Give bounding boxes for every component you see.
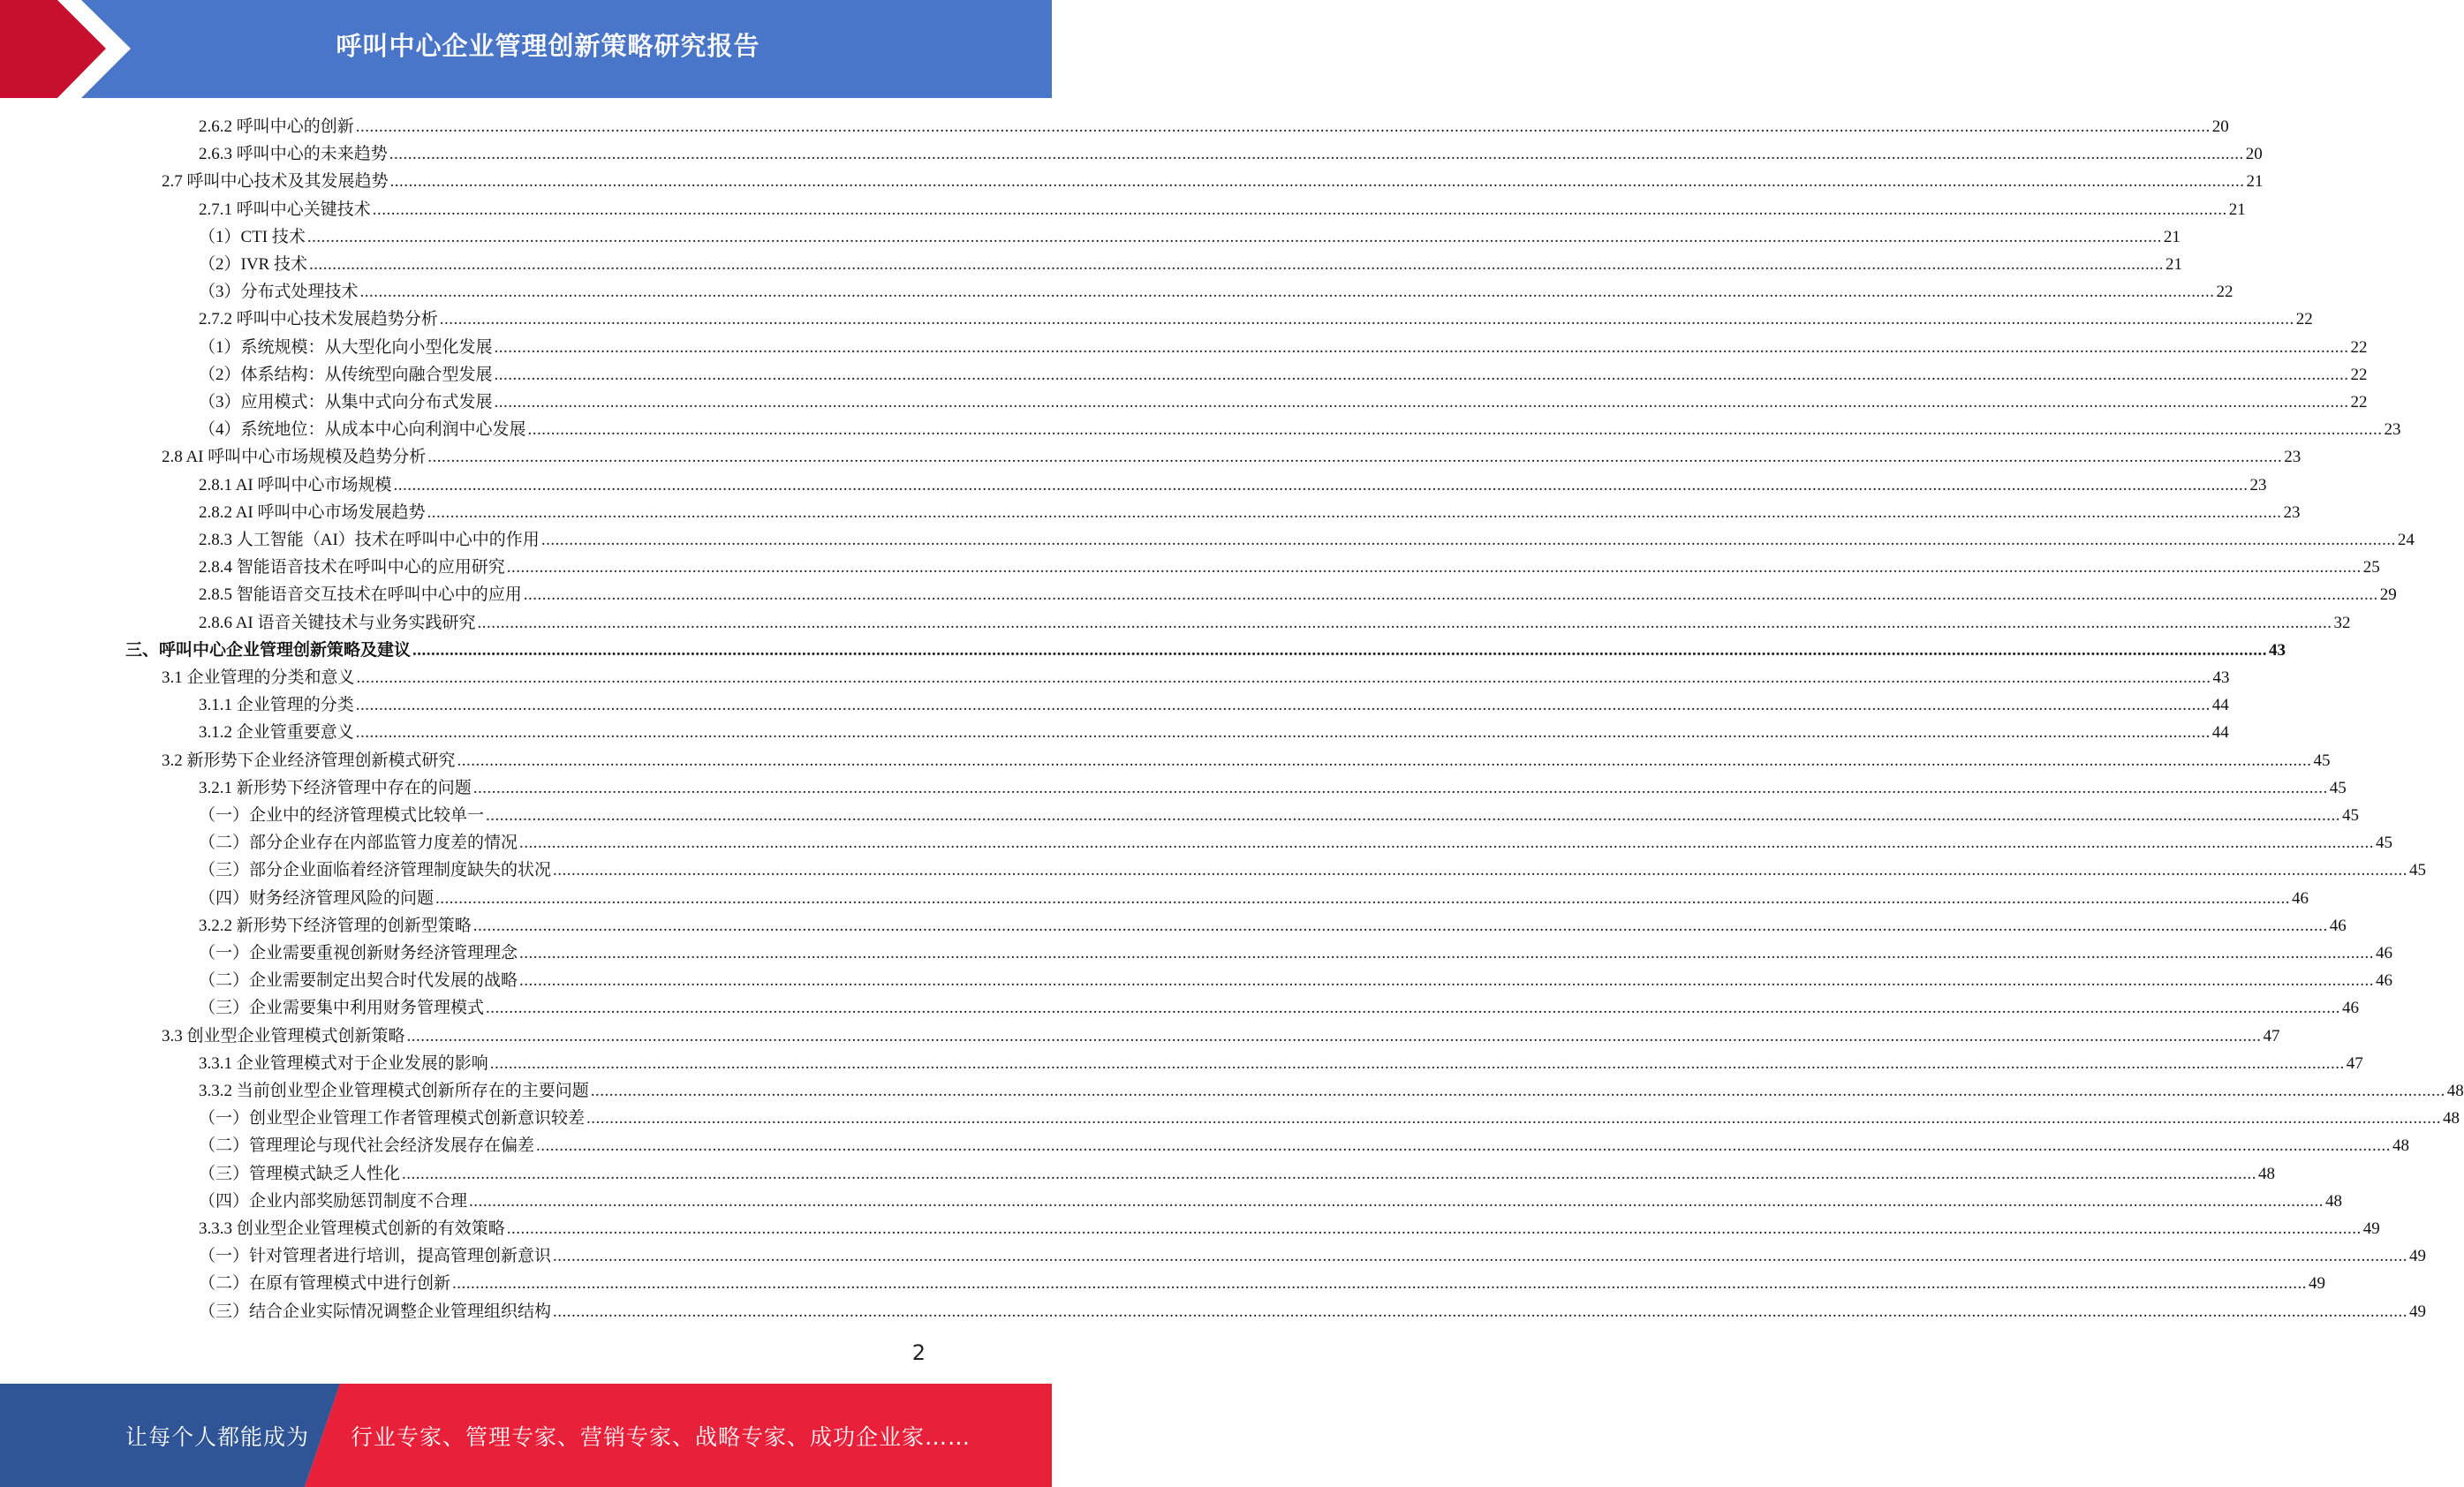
toc-entry-title: （3）应用模式：从集中式向分布式发展: [199, 393, 493, 411]
toc-entry-page: 25: [2362, 558, 2380, 577]
page-footer: [0, 1384, 1052, 1487]
toc-entry-page: 22: [2350, 365, 2368, 384]
toc-entry-page: 48: [2392, 1136, 2410, 1156]
toc-entry[interactable]: [199, 1298, 2427, 1325]
toc-entry-title: 3.1 企业管理的分类和意义: [162, 668, 355, 687]
toc-leader-dots: ................................................................................................................................................................................................................................................................................................................................................................................................................: [427, 502, 2282, 522]
toc-entry-title: （二）管理理论与现代社会经济发展存在偏差: [199, 1136, 535, 1156]
toc-entry-title: （二）企业需要制定出契合时代发展的战略: [199, 971, 518, 991]
toc-entry-page: 45: [2409, 861, 2427, 880]
toc-entry-title: 2.7.1 呼叫中心关键技术: [199, 200, 371, 219]
toc-entry-title: （二）部分企业存在内部监管力度差的情况: [199, 834, 518, 853]
toc-leader-dots: ................................................................................................................................................................................................................................................................................................................................................................................................................: [306, 227, 2162, 246]
toc-entry-title: 3.2.1 新形势下经济管理中存在的问题: [199, 778, 472, 797]
toc-entry-page: 47: [2346, 1053, 2363, 1073]
toc-entry-title: 2.8.1 AI 呼叫中心市场规模: [199, 475, 392, 494]
toc-entry-title: 3.3.3 创业型企业管理模式创新的有效策略: [199, 1219, 505, 1238]
toc-entry-page: 49: [2309, 1274, 2326, 1294]
toc-leader-dots: ................................................................................................................................................................................................................................................................................................................................................................................................................: [519, 971, 2375, 991]
toc-leader-dots: ................................................................................................................................................................................................................................................................................................................................................................................................................: [506, 1219, 2362, 1238]
toc-entry-title: 2.8.2 AI 呼叫中心市场发展趋势: [199, 502, 426, 522]
toc-entry-page: 46: [2342, 999, 2360, 1018]
toc-leader-dots: ................................................................................................................................................................................................................................................................................................................................................................................................................: [486, 999, 2341, 1018]
toc-entry-page: 48: [2325, 1191, 2343, 1211]
toc-entry-title: 2.8.3 人工智能（AI）技术在呼叫中心中的作用: [199, 531, 540, 549]
toc-leader-dots: ................................................................................................................................................................................................................................................................................................................................................................................................................: [356, 668, 2211, 687]
toc-entry-title: 3.2.2 新形势下经济管理的创新型策略: [199, 916, 472, 935]
toc-entry-page: 46: [2376, 971, 2393, 991]
toc-entry[interactable]: [199, 857, 2427, 884]
toc-leader-dots: ................................................................................................................................................................................................................................................................................................................................................................................................................: [527, 420, 2383, 440]
toc-leader-dots: ................................................................................................................................................................................................................................................................................................................................................................................................................: [523, 585, 2378, 605]
toc-entry-title: （3）分布式处理技术: [199, 283, 359, 302]
toc-entry-page: 23: [2384, 420, 2401, 440]
toc-leader-dots: ................................................................................................................................................................................................................................................................................................................................................................................................................: [519, 944, 2375, 962]
toc-leader-dots: ................................................................................................................................................................................................................................................................................................................................................................................................................: [477, 613, 2332, 632]
toc-leader-dots: ................................................................................................................................................................................................................................................................................................................................................................................................................: [389, 145, 2244, 164]
toc-entry[interactable]: [199, 967, 2393, 994]
toc-entry-title: 3.3.1 企业管理模式对于企业发展的影响: [199, 1053, 488, 1073]
toc-leader-dots: ................................................................................................................................................................................................................................................................................................................................................................................................................: [412, 640, 2268, 660]
toc-leader-dots: ................................................................................................................................................................................................................................................................................................................................................................................................................: [355, 723, 2211, 743]
toc-entry[interactable]: [199, 1160, 2276, 1188]
toc-entry-title: 2.7 呼叫中心技术及其发展趋势: [162, 172, 389, 192]
toc-entry[interactable]: [199, 719, 2229, 746]
toc-entry-page: 49: [2409, 1247, 2427, 1266]
toc-entry[interactable]: [199, 1270, 2326, 1297]
toc-entry-title: 2.8.5 智能语音交互技术在呼叫中心中的应用: [199, 585, 522, 605]
toc-leader-dots: ................................................................................................................................................................................................................................................................................................................................................................................................................: [494, 393, 2349, 411]
toc-entry[interactable]: [199, 278, 2233, 306]
toc-entry[interactable]: [199, 334, 2368, 361]
footer-slogan-left: 让每个人都能成为: [125, 1423, 310, 1450]
toc-leader-dots: ................................................................................................................................................................................................................................................................................................................................................................................................................: [439, 310, 2294, 329]
toc-entry-title: 2.8 AI 呼叫中心市场规模及趋势分析: [162, 448, 427, 467]
toc-leader-dots: ................................................................................................................................................................................................................................................................................................................................................................................................................: [355, 117, 2211, 136]
toc-entry-title: （一）创业型企业管理工作者管理模式创新意识较差: [199, 1109, 586, 1128]
toc-entry-title: 三、呼叫中心企业管理创新策略及建议: [125, 640, 412, 660]
toc-leader-dots: ................................................................................................................................................................................................................................................................................................................................................................................................................: [457, 751, 2312, 770]
toc-leader-dots: ................................................................................................................................................................................................................................................................................................................................................................................................................: [372, 200, 2227, 219]
toc-entry-page: 22: [2216, 283, 2233, 302]
toc-entry[interactable]: [199, 802, 2360, 829]
toc-leader-dots: ................................................................................................................................................................................................................................................................................................................................................................................................................: [506, 558, 2362, 577]
toc-entry-title: （三）管理模式缺乏人性化: [199, 1164, 401, 1183]
toc-leader-dots: ................................................................................................................................................................................................................................................................................................................................................................................................................: [494, 365, 2349, 384]
toc-leader-dots: ................................................................................................................................................................................................................................................................................................................................................................................................................: [389, 172, 2245, 192]
toc-entry-page: 45: [2329, 778, 2347, 797]
toc-entry[interactable]: [199, 113, 2229, 140]
toc-leader-dots: ................................................................................................................................................................................................................................................................................................................................................................................................................: [393, 475, 2249, 494]
toc-entry-title: 2.6.3 呼叫中心的未来趋势: [199, 145, 388, 164]
toc-entry[interactable]: [162, 168, 2264, 195]
toc-entry[interactable]: [199, 1105, 2460, 1132]
document-title: 呼叫中心企业管理创新策略研究报告: [336, 30, 760, 61]
toc-entry-page: 45: [2376, 834, 2393, 853]
toc-entry-page: 45: [2313, 751, 2331, 770]
toc-entry[interactable]: [199, 912, 2347, 940]
toc-entry-title: 3.1.2 企业管重要意义: [199, 723, 354, 743]
toc-leader-dots: ................................................................................................................................................................................................................................................................................................................................................................................................................: [308, 255, 2164, 274]
toc-entry-title: （三）部分企业面临着经济管理制度缺失的状况: [199, 861, 552, 880]
toc-entry-title: （一）企业中的经济管理模式比较单一: [199, 806, 485, 825]
toc-entry-page: 23: [2284, 448, 2301, 467]
toc-entry-page: 48: [2446, 1082, 2464, 1100]
toc-entry-title: （2）IVR 技术: [199, 255, 307, 274]
toc-entry-title: 3.3.2 当前创业型企业管理模式创新所存在的主要问题: [199, 1082, 589, 1100]
toc-entry-page: 44: [2211, 723, 2229, 743]
toc-entry[interactable]: [199, 251, 2182, 278]
toc-entry-page: 21: [2246, 172, 2264, 192]
toc-entry-title: 2.8.4 智能语音技术在呼叫中心的应用研究: [199, 558, 505, 577]
toc-entry-page: 46: [2292, 888, 2309, 908]
toc-leader-dots: ................................................................................................................................................................................................................................................................................................................................................................................................................: [359, 283, 2215, 302]
toc-entry[interactable]: [199, 223, 2181, 251]
toc-entry[interactable]: [199, 609, 2351, 637]
toc-entry-title: （1）系统规模：从大型化向小型化发展: [199, 337, 493, 357]
toc-leader-dots: ................................................................................................................................................................................................................................................................................................................................................................................................................: [586, 1109, 2442, 1128]
page-number: 2: [911, 1340, 926, 1365]
toc-leader-dots: ................................................................................................................................................................................................................................................................................................................................................................................................................: [553, 1247, 2408, 1266]
toc-entry[interactable]: [199, 140, 2263, 168]
toc-entry-title: （二）在原有管理模式中进行创新: [199, 1274, 451, 1294]
toc-entry[interactable]: [199, 1188, 2343, 1215]
toc-entry-title: 2.6.2 呼叫中心的创新: [199, 117, 354, 136]
toc-entry-title: （四）企业内部奖励惩罚制度不合理: [199, 1191, 468, 1211]
toc-entry[interactable]: [199, 1215, 2380, 1242]
toc-entry-page: 21: [2228, 200, 2246, 219]
toc-entry-page: 32: [2333, 613, 2351, 632]
toc-entry-page: 21: [2165, 255, 2182, 274]
toc-entry-page: 47: [2263, 1026, 2280, 1045]
toc-entry[interactable]: [199, 885, 2309, 912]
toc-entry[interactable]: [199, 416, 2401, 443]
toc-entry-page: 43: [2269, 640, 2286, 660]
toc-entry-title: （三）企业需要集中利用财务管理模式: [199, 999, 485, 1018]
toc-entry[interactable]: [199, 1077, 2464, 1105]
toc-entry-title: （4）系统地位：从成本中心向利润中心发展: [199, 420, 526, 440]
toc-entry-title: 3.2 新形势下企业经济管理创新模式研究: [162, 751, 456, 770]
toc-leader-dots: ................................................................................................................................................................................................................................................................................................................................................................................................................: [472, 778, 2328, 797]
toc-entry-title: （1）CTI 技术: [199, 227, 306, 246]
toc-entry-page: 23: [2249, 475, 2267, 494]
toc-entry[interactable]: [199, 389, 2368, 416]
toc-entry-page: 48: [2443, 1109, 2460, 1128]
toc-entry-title: （2）体系结构：从传统型向融合型发展: [199, 365, 493, 384]
toc-entry[interactable]: [199, 499, 2301, 526]
toc-entry-page: 22: [2350, 393, 2368, 411]
toc-leader-dots: ................................................................................................................................................................................................................................................................................................................................................................................................................: [540, 531, 2396, 549]
toc-entry-page: 45: [2342, 806, 2360, 825]
toc-leader-dots: ................................................................................................................................................................................................................................................................................................................................................................................................................: [519, 834, 2375, 853]
toc-entry-page: 49: [2362, 1219, 2380, 1238]
toc-entry[interactable]: [199, 1050, 2363, 1077]
toc-entry[interactable]: [199, 691, 2229, 719]
toc-entry[interactable]: [199, 526, 2415, 554]
toc-entry[interactable]: [125, 637, 2286, 664]
toc-entry[interactable]: [199, 774, 2347, 802]
toc-leader-dots: ................................................................................................................................................................................................................................................................................................................................................................................................................: [427, 448, 2283, 467]
toc-entry-page: 20: [2245, 145, 2263, 164]
toc-entry[interactable]: [199, 196, 2246, 223]
toc-leader-dots: ................................................................................................................................................................................................................................................................................................................................................................................................................: [469, 1191, 2324, 1211]
toc-entry-page: 22: [2295, 310, 2313, 329]
toc-entry-title: （一）企业需要重视创新财务经济管理理念: [199, 944, 518, 962]
toc-leader-dots: ................................................................................................................................................................................................................................................................................................................................................................................................................: [553, 1302, 2408, 1321]
toc-entry-page: 46: [2376, 944, 2393, 962]
toc-leader-dots: ................................................................................................................................................................................................................................................................................................................................................................................................................: [553, 861, 2408, 880]
toc-entry-title: （四）财务经济管理风险的问题: [199, 888, 435, 908]
toc-entry-page: 44: [2211, 696, 2229, 715]
toc-leader-dots: ................................................................................................................................................................................................................................................................................................................................................................................................................: [590, 1082, 2445, 1100]
toc-entry[interactable]: [199, 306, 2313, 333]
toc-leader-dots: ................................................................................................................................................................................................................................................................................................................................................................................................................: [472, 916, 2328, 935]
toc-entry[interactable]: [199, 472, 2267, 499]
toc-leader-dots: ................................................................................................................................................................................................................................................................................................................................................................................................................: [402, 1164, 2257, 1183]
toc-entry-page: 49: [2409, 1302, 2427, 1321]
toc-entry[interactable]: [199, 829, 2393, 857]
toc-entry[interactable]: [199, 1132, 2410, 1159]
toc-leader-dots: ................................................................................................................................................................................................................................................................................................................................................................................................................: [486, 806, 2341, 825]
toc-entry[interactable]: [199, 554, 2380, 581]
toc-entry[interactable]: [162, 664, 2230, 691]
toc-entry-page: 48: [2258, 1164, 2276, 1183]
toc-leader-dots: ................................................................................................................................................................................................................................................................................................................................................................................................................: [489, 1053, 2345, 1073]
page-header: [0, 0, 1052, 98]
toc-leader-dots: ................................................................................................................................................................................................................................................................................................................................................................................................................: [355, 696, 2211, 715]
toc-entry[interactable]: [162, 443, 2301, 471]
toc-entry-page: 43: [2212, 668, 2230, 687]
toc-entry-page: 23: [2283, 502, 2301, 522]
toc-entry[interactable]: [199, 994, 2360, 1022]
toc-leader-dots: ................................................................................................................................................................................................................................................................................................................................................................................................................: [536, 1136, 2392, 1156]
toc-entry-title: （一）针对管理者进行培训，提高管理创新意识: [199, 1247, 552, 1266]
toc-entry[interactable]: [162, 747, 2331, 774]
toc-leader-dots: ................................................................................................................................................................................................................................................................................................................................................................................................................: [494, 337, 2349, 357]
toc-entry-title: （三）结合企业实际情况调整企业管理组织结构: [199, 1302, 552, 1321]
toc-entry-title: 2.8.6 AI 语音关键技术与业务实践研究: [199, 613, 476, 632]
footer-slogan-right: 行业专家、管理专家、营销专家、战略专家、成功企业家……: [351, 1423, 971, 1450]
toc-entry-page: 46: [2329, 916, 2347, 935]
toc-entry-page: 21: [2163, 227, 2181, 246]
toc-entry[interactable]: [199, 1242, 2427, 1270]
toc-entry[interactable]: [162, 1023, 2280, 1050]
toc-entry[interactable]: [199, 581, 2397, 608]
toc-entry-title: 2.7.2 呼叫中心技术发展趋势分析: [199, 310, 438, 329]
toc-entry[interactable]: [199, 940, 2393, 967]
toc-entry-page: 20: [2211, 117, 2229, 136]
toc-entry[interactable]: [199, 361, 2368, 389]
toc-entry-title: 3.1.1 企业管理的分类: [199, 696, 354, 715]
toc-leader-dots: ................................................................................................................................................................................................................................................................................................................................................................................................................: [435, 888, 2291, 908]
toc-entry-page: 24: [2397, 531, 2415, 549]
toc-entry-page: 29: [2379, 585, 2397, 605]
toc-entry-page: 22: [2350, 337, 2368, 357]
toc-leader-dots: ................................................................................................................................................................................................................................................................................................................................................................................................................: [452, 1274, 2308, 1294]
toc-leader-dots: ................................................................................................................................................................................................................................................................................................................................................................................................................: [406, 1026, 2262, 1045]
toc-entry-title: 3.3 创业型企业管理模式创新策略: [162, 1026, 405, 1045]
